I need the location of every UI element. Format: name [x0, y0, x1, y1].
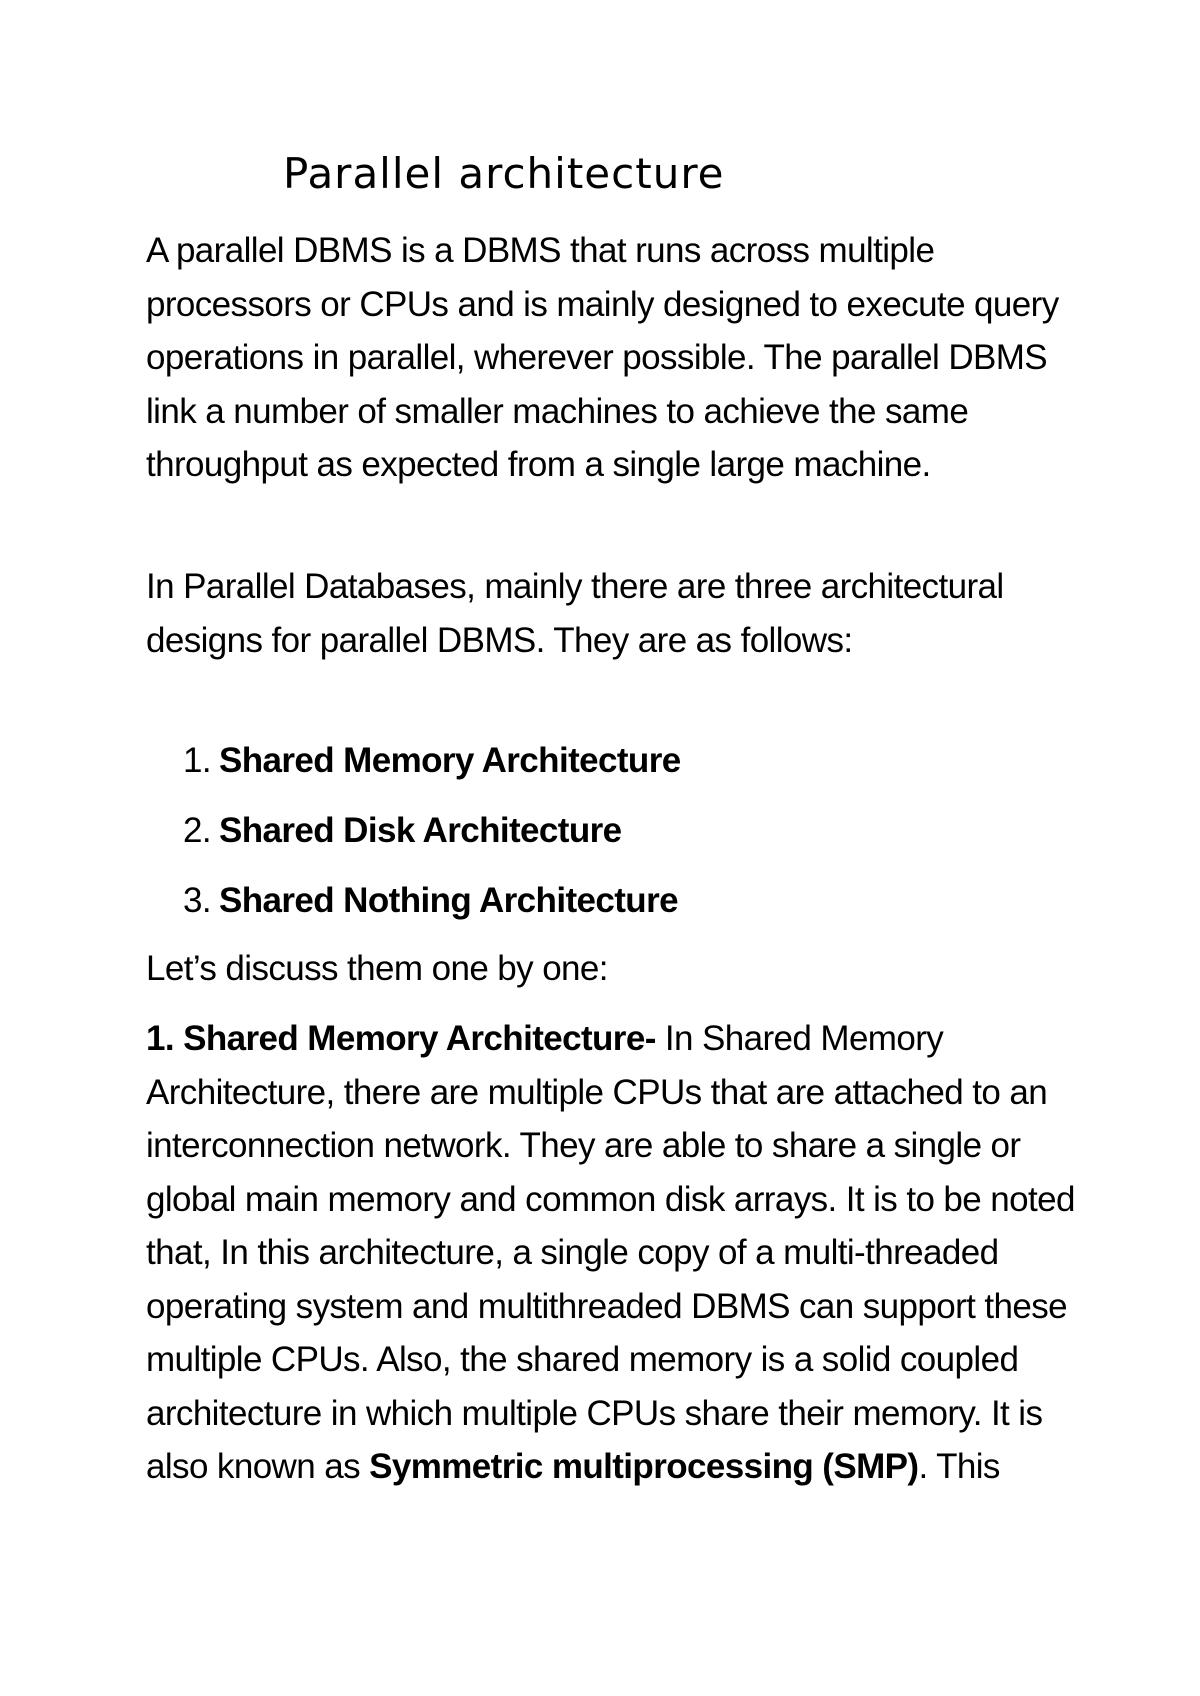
- section-text: In Shared Memory Architecture, there are multiple CPUs that are attached to an interconnection network. They are able to share a single or global main memory and common disk arrays. It is to be noted that, In this architecture, a single copy of a multi-threaded operating system and multithreaded DBMS can support these multiple CPUs. Also, the shared memory is a solid coupled architecture in which multiple CPUs share their memory. It is also known as: [146, 1019, 1075, 1486]
- list-item: [183, 734, 681, 788]
- intro-paragraph: A parallel DBMS is a DBMS that runs across multiple processors or CPUs and is mainly designed to execute query operations in parallel, wherever possible. The parallel DBMS link a number of smaller machines to achieve the same throughput as expected from a single large machine.: [146, 231, 1059, 484]
- list-item-number: 2.: [183, 811, 211, 850]
- list-item-number: 1.: [183, 741, 211, 780]
- section-text-tail: . This: [918, 1447, 1000, 1486]
- list-item: [183, 804, 622, 858]
- list-item-label: Shared Memory Architecture: [219, 741, 681, 780]
- list-item-label: Shared Nothing Architecture: [219, 881, 678, 920]
- list-item-number: 3.: [183, 881, 211, 920]
- page-title: Parallel architecture: [283, 149, 725, 198]
- designs-intro-paragraph: In Parallel Databases, mainly there are three architectural designs for parallel DBMS. They are as follows:: [146, 567, 1004, 660]
- list-item-label: Shared Disk Architecture: [219, 811, 622, 850]
- shared-memory-section: [146, 1012, 1086, 1494]
- section-heading: 1. Shared Memory Architecture-: [146, 1019, 656, 1058]
- discuss-paragraph: Let’s discuss them one by one:: [146, 949, 608, 988]
- section-term: Symmetric multiprocessing (SMP): [369, 1447, 919, 1486]
- list-item: [183, 874, 678, 928]
